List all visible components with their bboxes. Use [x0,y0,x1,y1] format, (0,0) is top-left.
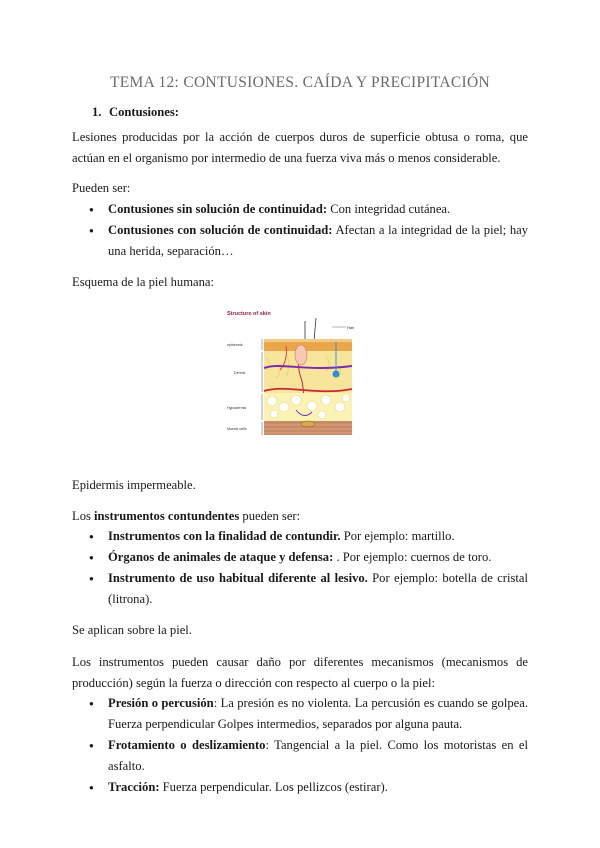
list-item-text: : Tangencial a la piel. Como los motoristas en el asfalto. [108,738,529,773]
list-item-text: Afectan a la integridad de la piel; hay una herida, separación… [108,223,529,258]
section-number: 1. [92,105,102,119]
list-item-term: Frotamiento o deslizamiento [108,738,266,752]
list-item-term: Instrumento de uso habitual diferente al lesivo. [108,571,368,585]
list-item-text: Por ejemplo: botella de cristal (litrona). [108,571,528,606]
list-item [72,199,528,220]
list-item [72,735,528,777]
figure-title: Structure of skin [227,311,271,317]
list-item-term: Presión o percusión [108,696,214,710]
list-item-term: Tracción: [108,780,160,794]
instrumentos-list [72,526,528,610]
list-item [72,547,528,568]
list-item [72,693,528,735]
pueden-ser-text: Pueden ser: [72,181,131,195]
list-item-text: : La presión es no violenta. La percusión es cuando se golpea. Fuerza perpendicular Golpes intermedios, separados por alguna pauta. [108,696,528,731]
list-item-term: Contusiones con solución de continuidad: [108,223,333,237]
mecanismos-list [72,693,528,798]
instrumentos-intro-bold: instrumentos contundentes [94,509,240,523]
list-item-term: Instrumentos con la finalidad de contundir. [108,529,341,543]
label-epidermis: epidermis [227,343,243,347]
list-item-text: Con integridad cutánea. [327,202,451,216]
intro-paragraph: Lesiones producidas por la acción de cuerpos duros de superficie obtusa o roma, que actúan en el organismo por intermedio de una fuerza viva más o menos considerable. [72,130,528,165]
label-muscle: Muscle cells [227,427,247,431]
epidermis-note: Epidermis impermeable. [72,478,196,492]
instrumentos-intro-post: pueden ser: [239,509,301,523]
list-item-text: Por ejemplo: martillo. [340,529,455,543]
list-item [72,526,528,547]
list-item-term: Órganos de animales de ataque y defensa: [108,550,334,564]
sweat-gland [333,371,340,378]
label-dermis: Dermis [234,371,246,375]
list-item-text: . Por ejemplo: cuernos de toro. [333,550,492,564]
se-aplican-text: Se aplican sobre la piel. [72,623,192,637]
list-item [72,568,528,610]
section-heading-text: Contusiones: [109,105,179,119]
list-item [72,777,528,798]
hair-follicle [295,345,307,365]
label-hair: Hair [347,325,355,330]
page-title: TEMA 12: CONTUSIONES. CAÍDA Y PRECIPITACIÓN [110,74,490,91]
skin-structure-figure [226,306,355,456]
list-item-text: Fuerza perpendicular. Los pellizcos (estirar). [159,780,388,794]
esquema-label: Esquema de la piel humana: [72,275,214,289]
section-heading [92,105,179,120]
contusion-types-list [72,199,528,262]
list-item [72,220,528,262]
instrumentos-intro [72,506,528,527]
mecanismos-paragraph: Los instrumentos pueden causar daño por diferentes mecanismos (mecanismos de producción) según la fuerza o dirección con respecto al cuerpo o la piel: [72,655,528,690]
instrumentos-intro-pre: Los [72,509,95,523]
label-hypodermis: Hypodermis [227,406,247,410]
list-item-term: Contusiones sin solución de continuidad: [108,202,328,216]
